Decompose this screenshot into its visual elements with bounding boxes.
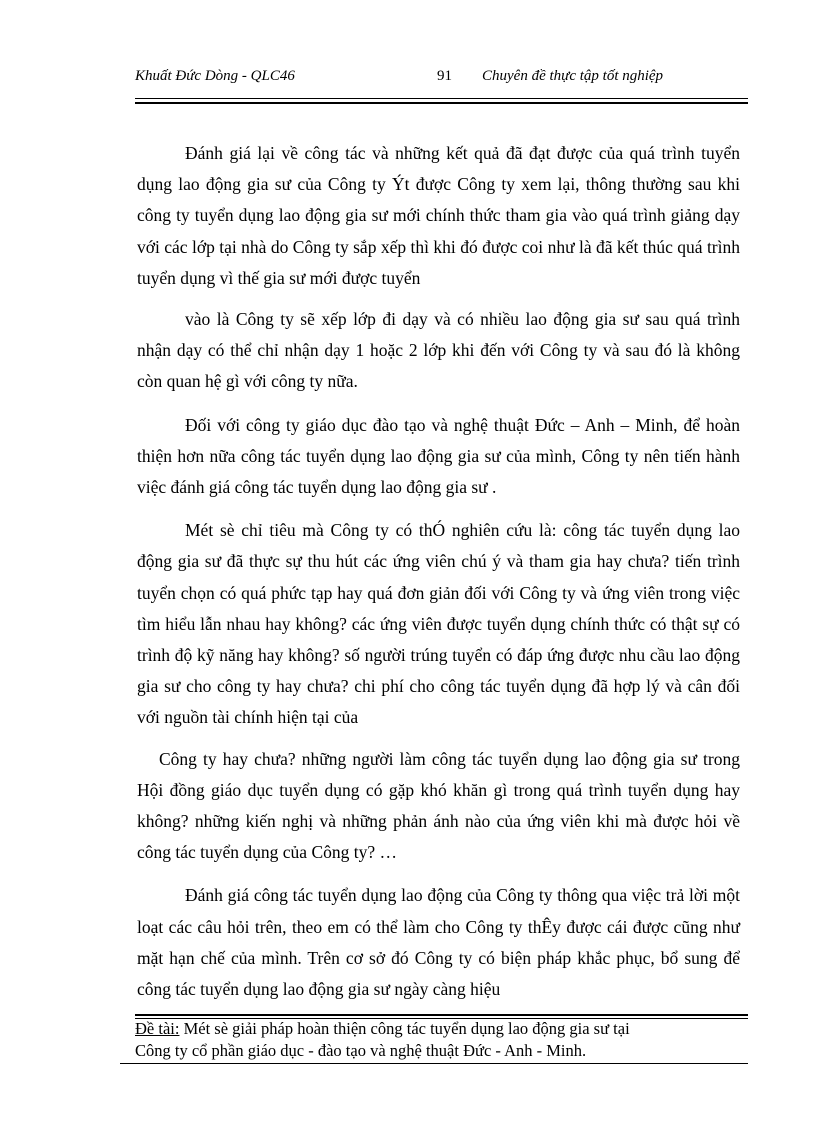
footer-line-1 — [135, 1018, 747, 1040]
header-rule-top — [135, 98, 748, 99]
footer-rule-bottom — [120, 1063, 748, 1064]
header-doc-title: Chuyên đề thực tập tốt nghiệp — [482, 68, 664, 84]
paragraph: Đánh giá công tác tuyển dụng lao động của Công ty thông qua việc trả lời một loạt các câu hỏi trên, theo em có thể làm cho Công ty thÊy được cái được cũng như mặt hạn chế của mình. Trên cơ sở đó Công ty có biện pháp khắc phục, bổ sung để công tác tuyển dụng lao động gia sư ngày càng hiệu — [137, 885, 740, 1000]
page-number: 91 — [437, 68, 452, 84]
body-text — [137, 138, 740, 1005]
paragraph: Đối với công ty giáo dục đào tạo và nghệ thuật Đức – Anh – Minh, để hoàn thiện hơn nữa công tác tuyển dụng lao động gia sư của mình, Công ty nên tiến hành việc đánh giá công tác tuyển dụng lao động gia sư . — [137, 414, 740, 498]
footer-topic-line-2: Công ty cổ phần giáo dục - đào tạo và nghệ thuật Đức - Anh - Minh. — [135, 1041, 587, 1060]
header-rule-bottom — [135, 102, 748, 104]
paragraph: Công ty hay chưa? những người làm công tác tuyển dụng lao động gia sư trong Hội đồng giáo dục tuyển dụng có gặp khó khăn gì trong quá trình tuyển dụng hay không? những kiến nghị và những phản ánh nào của ứng viên khi mà được hỏi về công tác tuyển dụng của Công ty? … — [137, 748, 740, 863]
footer-topic-line-1: Mét sè giải pháp hoàn thiện công tác tuyển dụng lao động gia sư tại — [179, 1019, 630, 1038]
header-author: Khuất Đức Dòng - QLC46 — [135, 68, 295, 84]
page-footer — [135, 1018, 747, 1062]
page-header — [135, 68, 747, 90]
footer-rule-top — [135, 1014, 748, 1016]
paragraph: Đánh giá lại về công tác và những kết quả đã đạt được của quá trình tuyển dụng lao động gia sư của Công ty Ýt được Công ty xem lại, thông thường sau khi công ty tuyển dụng lao động gia sư mới chính thức tham gia vào quá trình giảng dạy với các lớp tại nhà do Công ty sắp xếp thì khi đó được coi như là đã kết thúc quá trình tuyển dụng vì thế gia sư mới được tuyển — [137, 143, 740, 288]
paragraph: vào là Công ty sẽ xếp lớp đi dạy và có nhiều lao động gia sư sau quá trình nhận dạy có thể chỉ nhận dạy 1 hoặc 2 lớp khi đến với Công ty và sau đó là không còn quan hệ gì với công ty nữa. — [137, 309, 740, 392]
paragraph: Mét sè chỉ tiêu mà Công ty có thÓ nghiên cứu là: công tác tuyển dụng lao động gia sư đã thực sự thu hút các ứng viên chú ý và tham gia hay chưa? tiến trình tuyển chọn có quá phức tạp hay quá đơn giản đối với Công ty và ứng viên trong việc tìm hiểu lẫn nhau hay không? các ứng viên được tuyển dụng chính thức có thật sự có trình độ kỹ năng hay không? số người trúng tuyển có đáp ứng được nhu cầu lao động gia sư cho công ty hay chưa? chi phí cho công tác tuyển dụng đã hợp lý và cân đối với nguồn tài chính hiện tại của — [137, 520, 740, 728]
footer-label: Đề tài: — [135, 1019, 180, 1038]
